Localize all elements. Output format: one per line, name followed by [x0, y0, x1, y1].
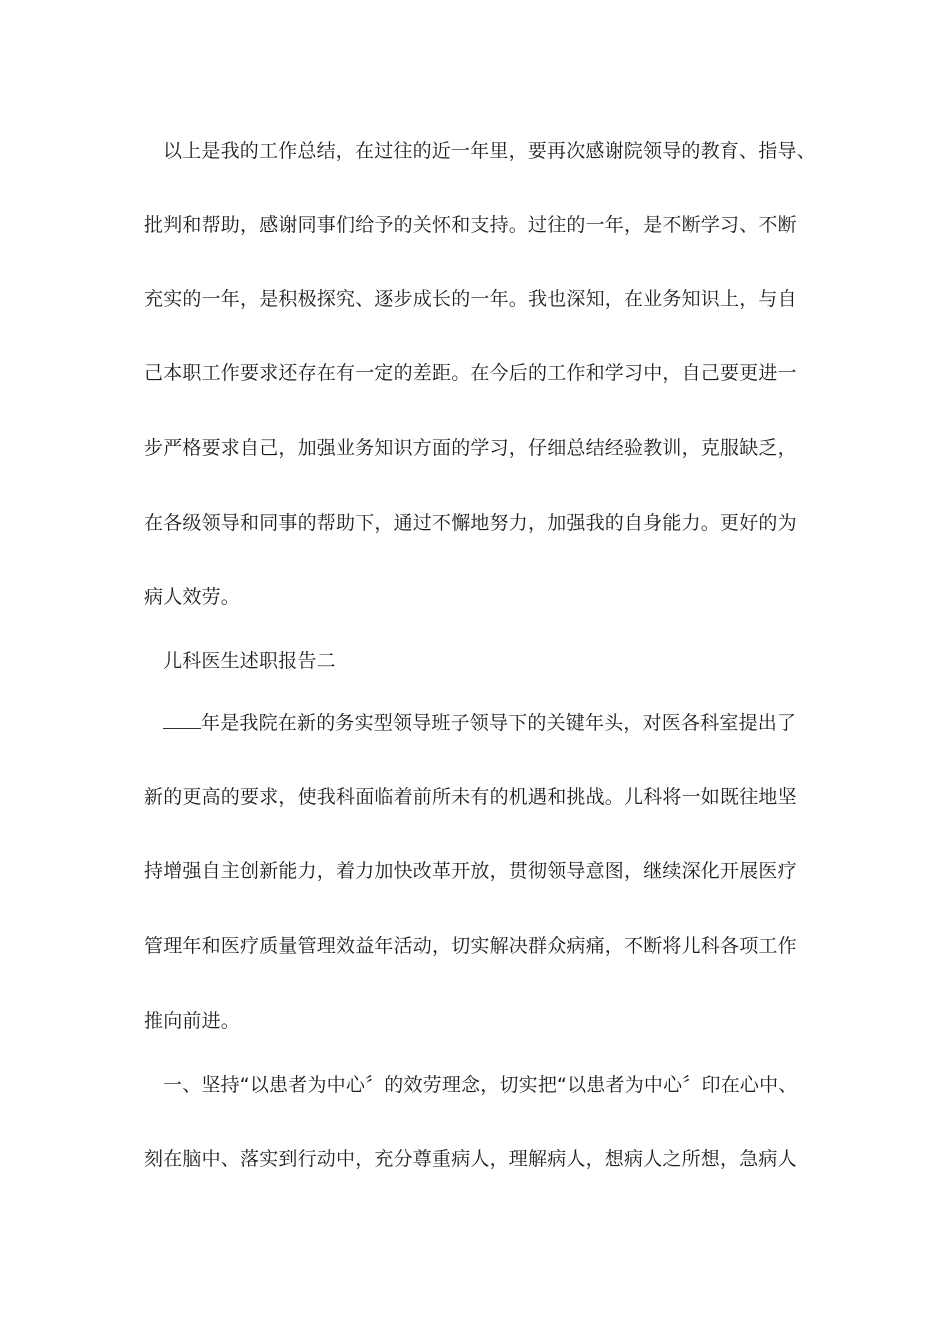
paragraph-2-line-1-text: 年是我院在新的务实型领导班子领导下的关键年头，对医各科室提出了 — [201, 712, 797, 734]
paragraph-1-line-1: 以上是我的工作总结，在过往的近一年里，要再次感谢院领导的教育、指导、 — [163, 140, 816, 162]
paragraph-2-line-3: 持增强自主创新能力，着力加快改革开放，贯彻领导意图，继续深化开展医疗 — [144, 860, 797, 882]
paragraph-2-line-1 — [163, 710, 796, 736]
paragraph-2-line-2: 新的更高的要求，使我科面临着前所未有的机遇和挑战。儿科将一如既往地坚 — [144, 786, 797, 808]
paragraph-3-line-1: 一、坚持“以患者为中心〞的效劳理念，切实把“以患者为中心〞印在心中、 — [163, 1074, 798, 1096]
paragraph-2-line-5: 推向前进。 — [144, 1010, 241, 1032]
paragraph-3-line-2: 刻在脑中、落实到行动中，充分尊重病人，理解病人，想病人之所想，急病人 — [144, 1148, 797, 1170]
paragraph-2-line-4: 管理年和医疗质量管理效益年活动，切实解决群众病痛，不断将儿科各项工作 — [144, 935, 797, 957]
paragraph-1-line-7: 病人效劳。 — [144, 586, 241, 608]
blank-underline — [163, 710, 201, 729]
paragraph-1-line-3: 充实的一年，是积极探究、逐步成长的一年。我也深知，在业务知识上，与自 — [144, 288, 797, 310]
paragraph-1-line-6: 在各级领导和同事的帮助下，通过不懈地努力，加强我的自身能力。更好的为 — [144, 512, 797, 534]
paragraph-1-line-2: 批判和帮助，感谢同事们给予的关怀和支持。过往的一年，是不断学习、不断 — [144, 214, 797, 236]
paragraph-1-line-4: 己本职工作要求还存在有一定的差距。在今后的工作和学习中，自己要更进一 — [144, 362, 797, 384]
section-heading: 儿科医生述职报告二 — [163, 650, 336, 672]
paragraph-1-line-5: 步严格要求自己，加强业务知识方面的学习，仔细总结经验教训，克服缺乏， — [144, 437, 797, 459]
